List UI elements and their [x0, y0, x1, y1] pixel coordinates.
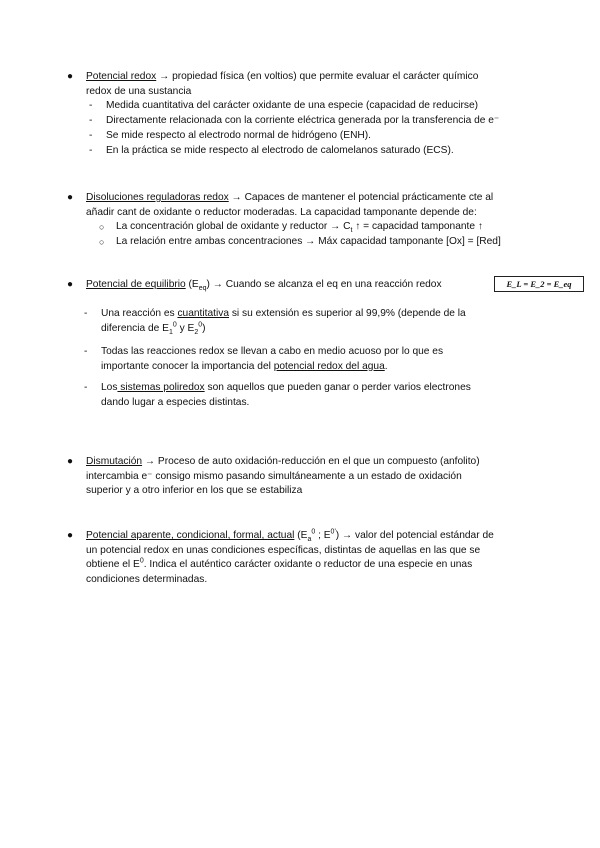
bullet-icon: ●	[67, 71, 74, 82]
bullet-icon: ●	[67, 530, 74, 541]
section-disoluciones-reguladoras: Disoluciones reguladoras redox → Capaces de mantener el potencial prácticamente cte al añadir cant de oxidante o reductor moderadas. La capacidad tamponante depende de:	[86, 192, 494, 218]
dash-icon: -	[89, 145, 93, 156]
term-potencial-aparente: Potencial aparente, condicional, formal, actual	[86, 530, 295, 541]
section-potencial-redox: Potencial redox → propiedad física (en voltios) que permite evaluar el carácter químico redox de una sustancia	[86, 71, 479, 97]
dash-icon: -	[89, 100, 93, 111]
section-dismutacion: Dismutación → Proceso de auto oxidación-reducción en el que un compuesto (anfolito) intercambia e⁻ consigo mismo pasando simultáneamente a un estado de oxidación superior y a otro inferior en los que se estabiliza	[86, 456, 480, 496]
list-item: Los sistemas poliredox son aquellos que pueden ganar o perder varios electrones dando lugar a especies distintas.	[101, 382, 471, 408]
term-disoluciones-reguladoras: Disoluciones reguladoras redox	[86, 192, 229, 203]
dash-icon: -	[84, 382, 88, 393]
section-potencial-aparente: Potencial aparente, condicional, formal, actual ($E_a^0$ ; $E^{0'}$) → valor del potencial estándar de un potencial redox en unas condiciones específicas, distintas de aquellas en las que se obtiene el $E^0$. Indica el auténtico carácter oxidante o reductor de una especie en unas condiciones determinadas.	[86, 528, 494, 585]
equation-box: E_L = E_2 = E_eq	[494, 276, 584, 292]
list-item: Medida cuantitativa del carácter oxidante de una especie (capacidad de reducirse)	[106, 100, 479, 111]
circle-bullet-icon: ○	[99, 237, 105, 247]
dash-icon: -	[89, 130, 93, 141]
dash-icon: -	[89, 115, 93, 126]
term-dismutacion: Dismutación	[86, 456, 143, 467]
list-item: La relación entre ambas concentraciones → Máx capacidad tamponante [Ox] = [Red]	[116, 236, 501, 247]
list-item: Una reacción es cuantitativa si su extensión es superior al 99,9% (depende de la diferencia de $E_1^0$ y $E_2^0$)	[101, 308, 466, 336]
term-potencial-redox: Potencial redox	[86, 71, 157, 82]
section-potencial-equilibrio: Potencial de equilibrio $(E_{eq})$ → Cuando se alcanza el eq en una reacción redox	[86, 279, 442, 293]
bullet-icon: ●	[67, 456, 74, 467]
circle-bullet-icon: ○	[99, 222, 105, 232]
list-item: Todas las reacciones redox se llevan a cabo en medio acuoso por lo que es importante conocer la importancia del potencial redox del agua.	[101, 346, 444, 372]
list-item: Directamente relacionada con la corriente eléctrica generada por la transferencia de e⁻	[106, 115, 500, 126]
dash-icon: -	[84, 308, 88, 319]
dash-icon: -	[84, 346, 88, 357]
bullet-icon: ●	[67, 192, 74, 203]
list-item: En la práctica se mide respecto al electrodo de calomelanos saturado (ECS).	[106, 145, 454, 156]
term-potencial-equilibrio: Potencial de equilibrio	[86, 279, 186, 290]
bullet-icon: ●	[67, 279, 74, 290]
list-item: Se mide respecto al electrodo normal de hidrógeno (ENH).	[106, 130, 372, 141]
list-item: La concentración global de oxidante y reductor → $C_t$ ↑ = capacidad tamponante ↑	[116, 221, 483, 235]
